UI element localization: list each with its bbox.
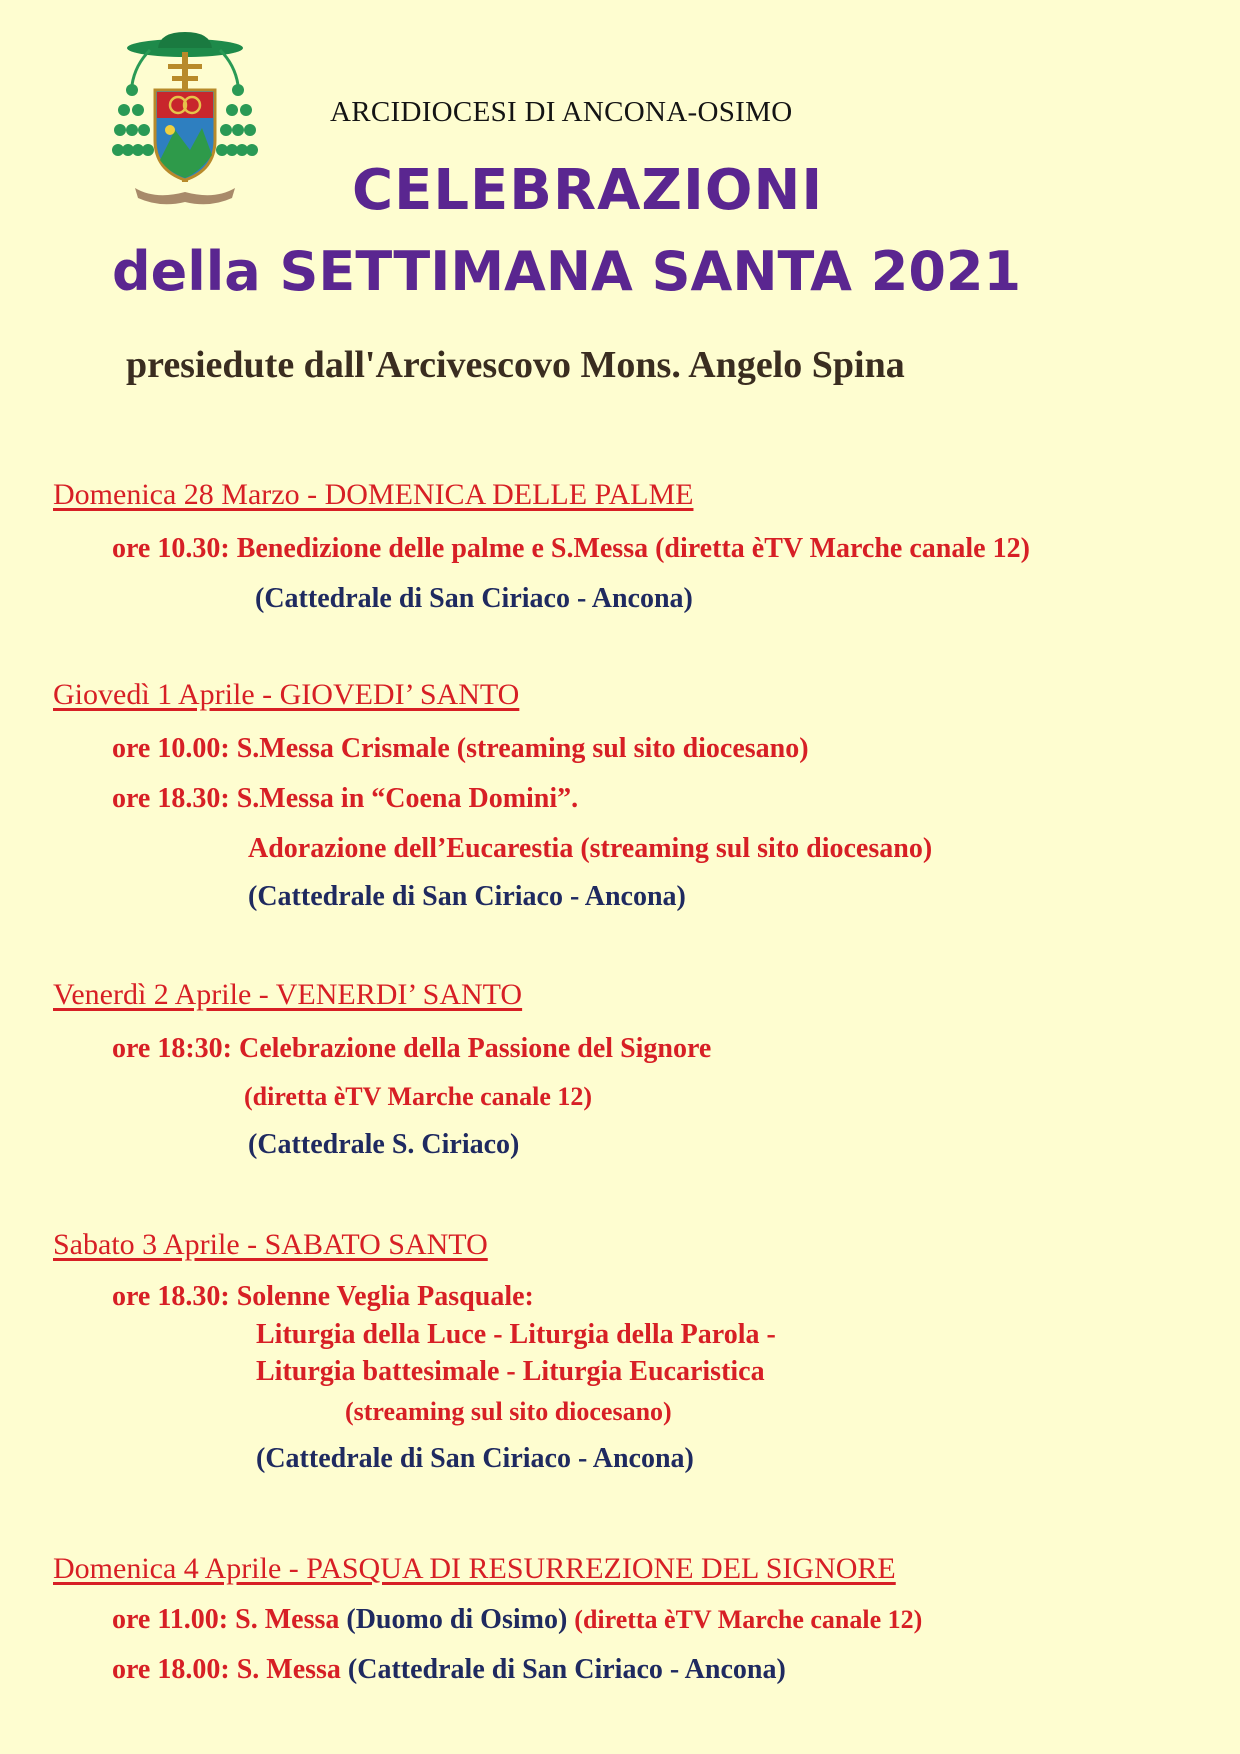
day-heading-easter-sunday: Domenica 4 Aprile - PASQUA DI RESURREZIONE DEL SIGNORE xyxy=(53,1552,896,1585)
location-text: (Cattedrale di San Ciriaco - Ancona) xyxy=(256,1443,694,1474)
time-label: ore 18:30: xyxy=(112,1033,232,1064)
event-text: Benedizione delle palme e S.Messa (diretta èTV Marche canale 12) xyxy=(236,533,1030,564)
schedule-line xyxy=(112,733,809,765)
time-label: ore 18.00: xyxy=(112,1654,230,1685)
location-text: (Cattedrale di San Ciriaco - Ancona) xyxy=(248,881,686,912)
location-text: (Duomo di Osimo) xyxy=(346,1604,568,1635)
location-text: (Cattedrale di San Ciriaco - Ancona) xyxy=(347,1654,786,1685)
schedule-line xyxy=(112,1033,711,1065)
day-heading-holy-thursday: Giovedì 1 Aprile - GIOVEDI’ SANTO xyxy=(53,678,520,711)
coat-of-arms-icon xyxy=(110,30,260,210)
event-text: Liturgia battesimale - Liturgia Eucaristica xyxy=(256,1356,765,1387)
event-text: S.Messa in “Coena Domini”. xyxy=(236,783,579,814)
day-heading-holy-saturday: Sabato 3 Aprile - SABATO SANTO xyxy=(53,1228,488,1261)
event-text: S. Messa xyxy=(236,1654,341,1685)
schedule-line xyxy=(112,1281,534,1313)
schedule-line xyxy=(112,1604,922,1636)
location-text: (Cattedrale di San Ciriaco - Ancona) xyxy=(255,583,693,614)
location-text: (Cattedrale S. Ciriaco) xyxy=(248,1129,520,1160)
time-label: ore 10.30: xyxy=(112,533,230,564)
event-text: Solenne Veglia Pasquale: xyxy=(236,1281,534,1312)
event-text: Liturgia della Luce - Liturgia della Parola - xyxy=(256,1319,776,1350)
schedule-line xyxy=(112,533,1030,565)
time-label: ore 11.00: xyxy=(112,1604,229,1635)
page-title-line2: della SETTIMANA SANTA 2021 xyxy=(112,240,1022,303)
diocese-name: ARCIDIOCESI DI ANCONA-OSIMO xyxy=(330,96,793,128)
event-text: Adorazione dell’Eucarestia (streaming sul sito diocesano) xyxy=(248,833,933,864)
schedule-line xyxy=(112,1654,786,1686)
time-label: ore 18.30: xyxy=(112,1281,230,1312)
event-text: S. Messa xyxy=(235,1604,340,1635)
day-heading-good-friday: Venerdì 2 Aprile - VENERDI’ SANTO xyxy=(53,978,523,1011)
event-text: (streaming sul sito diocesano) xyxy=(345,1397,672,1426)
time-label: ore 10.00: xyxy=(112,733,230,764)
schedule-line xyxy=(112,783,578,815)
event-text: Celebrazione della Passione del Signore xyxy=(239,1033,712,1064)
event-text: (diretta èTV Marche canale 12) xyxy=(244,1082,593,1111)
broadcast-text: (diretta èTV Marche canale 12) xyxy=(574,1605,923,1634)
day-heading-palm-sunday: Domenica 28 Marzo - DOMENICA DELLE PALME xyxy=(53,478,694,511)
time-label: ore 18.30: xyxy=(112,783,230,814)
event-text: S.Messa Crismale (streaming sul sito diocesano) xyxy=(236,733,809,764)
page-subtitle: presiedute dall'Arcivescovo Mons. Angelo Spina xyxy=(126,344,905,386)
page-title: CELEBRAZIONI xyxy=(352,158,824,223)
